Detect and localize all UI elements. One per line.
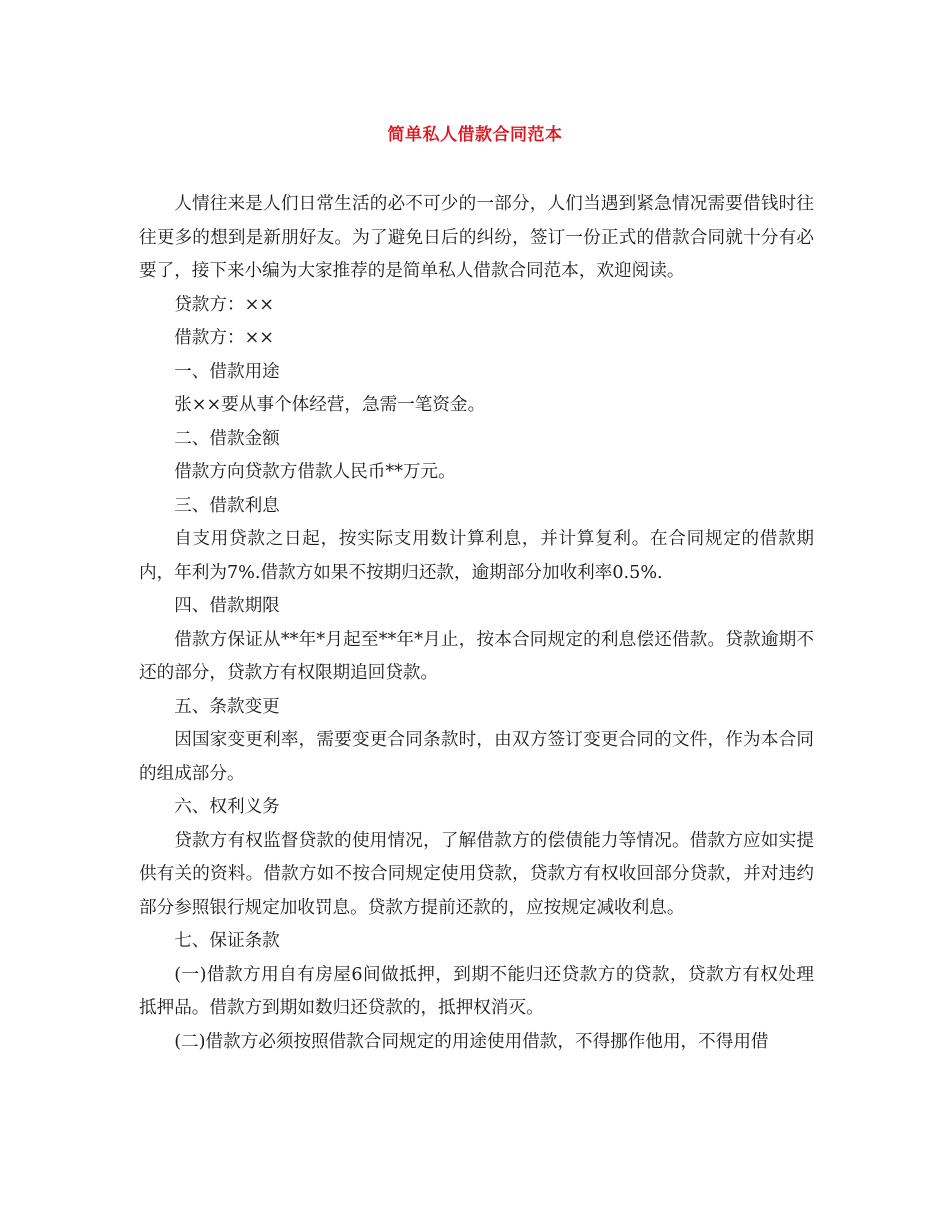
paragraph-guarantee-1: (一)借款方用自有房屋6间做抵押，到期不能归还贷款方的贷款，贷款方有权处理抵押品。借款方到期如数归还贷款的，抵押权消灭。 [139,964,814,1018]
paragraph-lender: 贷款方：×× [174,294,275,315]
paragraph-term: 借款方保证从**年*月起至**年*月止，按本合同规定的利息偿还借款。贷款逾期不还的部分，贷款方有权限期追回贷款。 [139,629,814,683]
paragraph-borrower: 借款方：×× [174,328,275,348]
paragraph-amount: 借款方向贷款方借款人民币**万元。 [174,462,456,482]
section-heading-interest: 三、借款利息 [174,495,280,516]
section-heading-rights: 六、权利义务 [174,797,280,817]
section-heading-purpose: 一、借款用途 [174,361,280,382]
paragraph-interest: 自支用贷款之日起，按实际支用数计算利息，并计算复利。在合同规定的借款期内，年利为7%.借款方如果不按期归还款，逾期部分加收利率0.5%. [139,529,814,583]
document-title: 简单私人借款合同范本 [387,125,563,145]
paragraph-intro: 人情往来是人们日常生活的必不可少的一部分，人们当遇到紧急情况需要借钱时往往更多的想到是新朋好友。为了避免日后的纠纷，签订一份正式的借款合同就十分有必要了，接下来小编为大家推荐的是简单私人借款合同范本，欢迎阅读。 [139,194,814,281]
paragraph-guarantee-2: (二)借款方必须按照借款合同规定的用途使用借款，不得挪作他用，不得用借 [174,1031,769,1052]
document-body [139,188,814,1059]
paragraph-purpose: 张××要从事个体经营，急需一笔资金。 [174,395,486,415]
section-heading-change: 五、条款变更 [174,696,280,717]
section-heading-amount: 二、借款金额 [174,428,280,449]
section-heading-guarantee: 七、保证条款 [174,931,280,951]
paragraph-rights: 贷款方有权监督贷款的使用情况，了解借款方的偿债能力等情况。借款方应如实提供有关的资料。借款方如不按合同规定使用贷款，贷款方有权收回部分贷款，并对违约部分参照银行规定加收罚息。贷款方提前还款的，应按规定减收利息。 [139,830,814,918]
paragraph-change: 因国家变更利率，需要变更合同条款时，由双方签订变更合同的文件，作为本合同的组成部分。 [139,730,814,784]
section-heading-term: 四、借款期限 [174,596,280,616]
